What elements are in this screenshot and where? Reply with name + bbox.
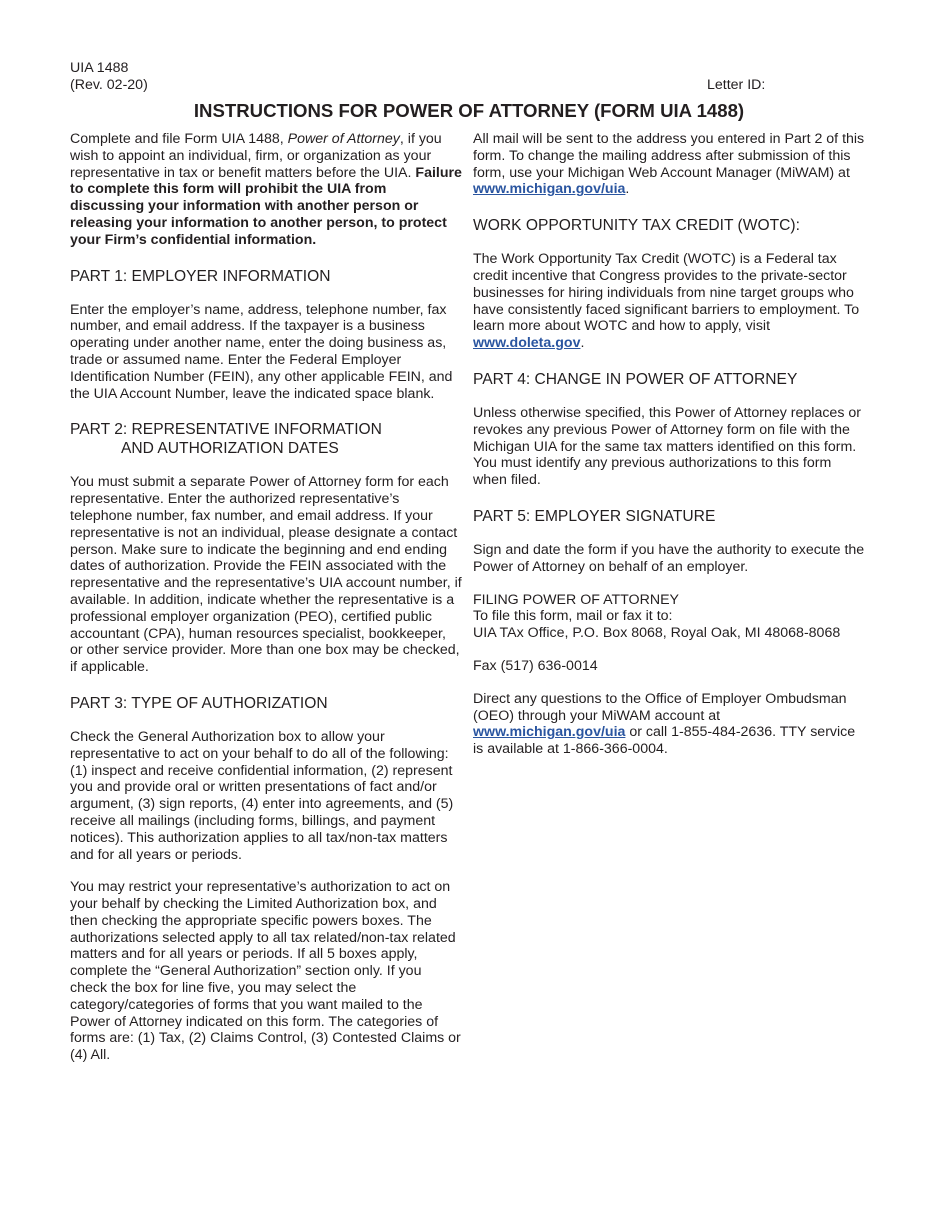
intro-text-2: , if you wish to appoint an individual, firm, or organization as your representative in tax or benefit matters before the UIA. xyxy=(70,131,442,181)
part2-heading xyxy=(70,420,462,458)
filing-address: UIA TAx Office, P.O. Box 8068, Royal Oak, MI 48068-8068 xyxy=(473,625,841,642)
part1-body: Enter the employer’s name, address, telephone number, fax number, and email address. If the taxpayer is a business operating under another name, enter the doing business as, trade or assumed name. Enter the Federal Employer Identification Number (FEIN), any other applicable FEIN, and the UIA Account Number, leave the indicated space blank. xyxy=(70,301,453,402)
contact-text-1: Direct any questions to the Office of Employer Ombudsman (OEO) through your MiWAM account at xyxy=(473,690,847,724)
intro-paragraph xyxy=(70,131,462,249)
part3-body-general: Check the General Authorization box to allow your representative to act on your behalf to do all of the following: (1) inspect and receive confidential information, (2) represent you and provide oral or written presentations of fact and/or argument, (3) sign reports, (4) enter into agreements, and (5) receive all mailings (including forms, billings, and payment notices). This authorization applies to all tax/non-tax matters and for all years or periods. xyxy=(70,728,454,863)
left-column xyxy=(70,131,462,1064)
part5-body: Sign and date the form if you have the authority to execute the Power of Attorney on behalf of an employer. xyxy=(473,541,865,575)
right-column xyxy=(473,131,865,758)
intro-italic-form-name: Power of Attorney xyxy=(287,131,400,147)
form-number: UIA 1488 xyxy=(70,60,129,76)
wotc-text: The Work Opportunity Tax Credit (WOTC) is a Federal tax credit incentive that Congress provides to the private-sector businesses for hiring individuals from nine target groups who have consistently faced significant barriers to employment. To learn more about WOTC and how to apply, visit xyxy=(473,251,860,335)
page-title: INSTRUCTIONS FOR POWER OF ATTORNEY (FORM UIA 1488) xyxy=(193,100,745,121)
mail-end: . xyxy=(625,181,630,198)
part1-heading: PART 1: EMPLOYER INFORMATION xyxy=(70,267,331,285)
intro-text-1: Complete and file Form UIA 1488, xyxy=(70,131,288,147)
part4-heading: PART 4: CHANGE IN POWER OF ATTORNEY xyxy=(473,370,798,388)
part2-heading-line1: PART 2: REPRESENTATIVE INFORMATION xyxy=(70,421,382,439)
intro-warning: Failure to complete this form will prohibit the UIA from discussing your information with another person or releasing your information to another person, to protect your Firm’s confidential information. xyxy=(70,164,462,248)
wotc-heading: WORK OPPORTUNITY TAX CREDIT (WOTC): xyxy=(473,217,800,235)
wotc-paragraph xyxy=(473,251,865,352)
part3-body-limited: You may restrict your representative’s authorization to act on your behalf by checking the Limited Authorization box, and then checking the appropriate specific powers boxes. The authorizations selected apply to all tax related/non-tax related matters and for all years or periods. If all 5 boxes apply, complete the “General Authorization” section only. If you check the box for line five, you may select the category/categories of forms that you want mailed to the Power of Attorney indicated on this form. The categories of forms are: (1) Tax, (2) Claims Control, (3) Contested Claims or (4) All. xyxy=(70,879,461,1064)
mail-text: All mail will be sent to the address you entered in Part 2 of this form. To change the mailing address after submission of this form, use your Michigan Web Account Manager (MiWAM) at xyxy=(473,131,865,181)
michigan-uia-link-contact[interactable]: www.michigan.gov/uia xyxy=(473,724,626,741)
part4-body: Unless otherwise specified, this Power of Attorney replaces or revokes any previous Power of Attorney form on file with the Michigan UIA for the same tax matters identified on this form. You must identify any previous authorizations to this form when filed. xyxy=(473,404,861,489)
doleta-link[interactable]: www.doleta.gov xyxy=(473,335,581,352)
filing-heading: FILING POWER OF ATTORNEY xyxy=(473,591,680,608)
contact-paragraph xyxy=(473,691,865,758)
mail-paragraph xyxy=(473,131,865,198)
part2-heading-line2: AND AUTHORIZATION DATES xyxy=(121,440,339,458)
letter-id-label: Letter ID: xyxy=(707,77,766,93)
fax-number: Fax (517) 636-0014 xyxy=(473,657,598,674)
filing-line1: To file this form, mail or fax it to: xyxy=(473,608,673,625)
filing-block xyxy=(473,592,865,642)
contact-text-2: or call 1-855-484-2636. TTY service is available at 1-866-366-0004. xyxy=(473,724,856,758)
form-identifier xyxy=(70,60,148,94)
wotc-end: . xyxy=(580,335,585,352)
michigan-uia-link[interactable]: www.michigan.gov/uia xyxy=(473,181,626,198)
part5-heading: PART 5: EMPLOYER SIGNATURE xyxy=(473,507,716,525)
form-revision: (Rev. 02-20) xyxy=(70,76,148,93)
part3-heading: PART 3: TYPE OF AUTHORIZATION xyxy=(70,694,328,712)
part2-body: You must submit a separate Power of Attorney form for each representative. Enter the authorized representative’s telephone number, fax number, and email address. If your representative is not an individual, please designate a contact person. Make sure to indicate the beginning and end ending dates of authorization. Provide the FEIN associated with the representative and the representative’s UIA account number, if available. In addition, indicate whether the representative is a professional employer organization (PEO), certified public accountant (CPA), human resources specialist, bookkeeper, or other service provider. More than one box may be checked, if applicable. xyxy=(70,474,462,676)
